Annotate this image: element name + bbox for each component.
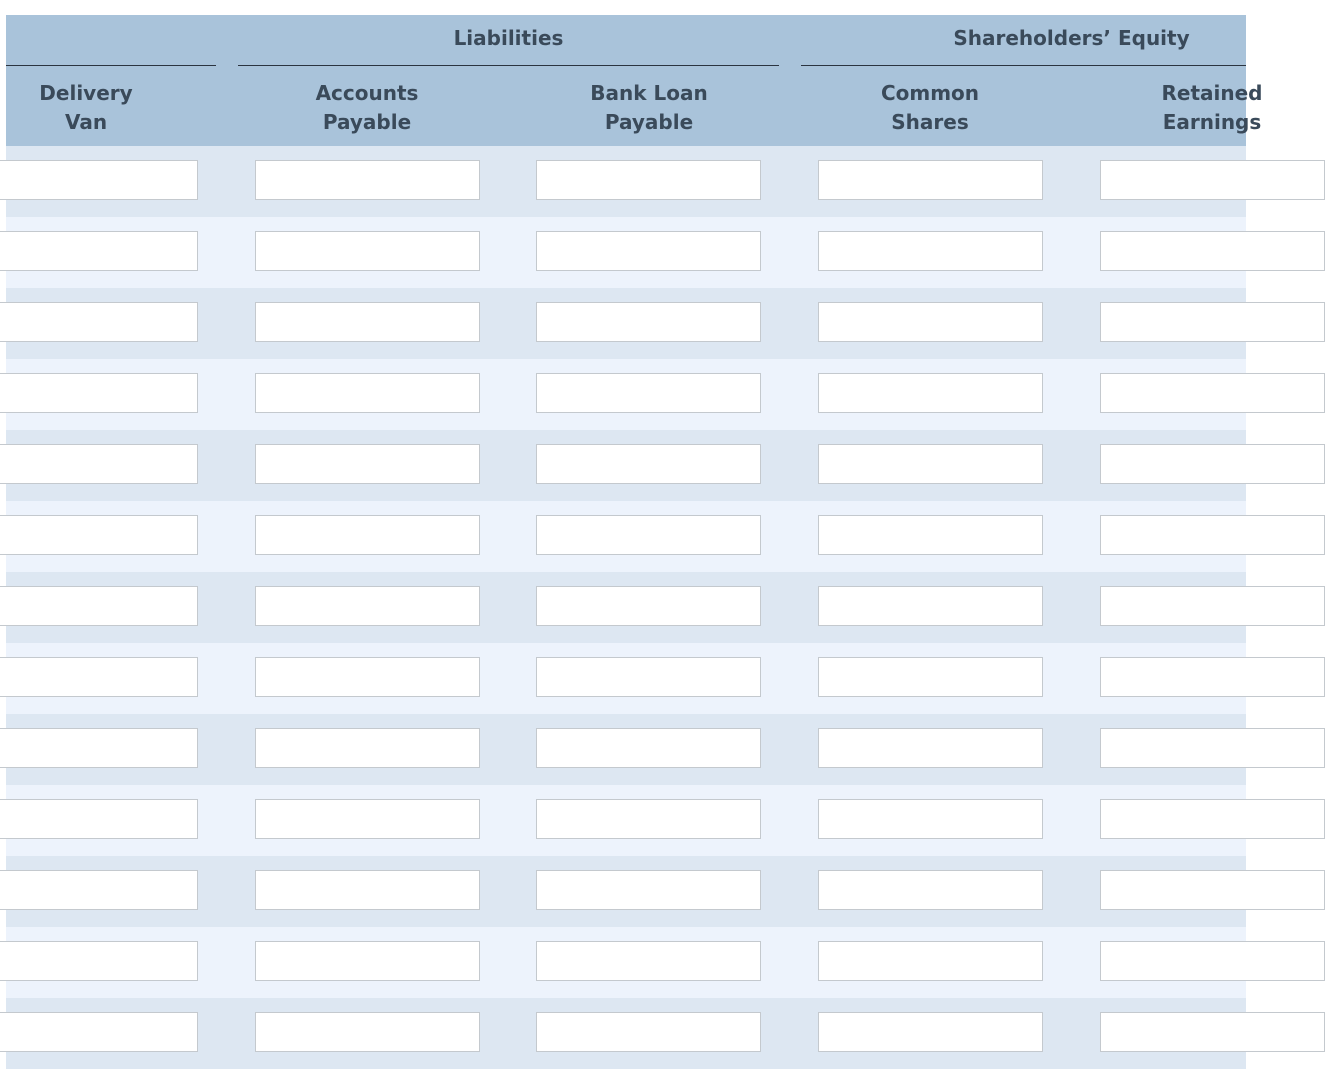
input-delivery-van[interactable] (0, 799, 198, 839)
input-delivery-van[interactable] (0, 231, 198, 271)
input-retained-earnings[interactable] (1100, 515, 1325, 555)
input-bank-loan-payable[interactable] (536, 657, 761, 697)
input-bank-loan-payable[interactable] (536, 515, 761, 555)
input-accounts-payable[interactable] (255, 586, 480, 626)
input-common-shares[interactable] (818, 941, 1043, 981)
input-retained-earnings[interactable] (1100, 799, 1325, 839)
input-common-shares[interactable] (818, 870, 1043, 910)
table-row (6, 501, 1246, 572)
group-label-equity: Shareholders’ Equity (953, 26, 1190, 50)
input-accounts-payable[interactable] (255, 657, 480, 697)
input-accounts-payable[interactable] (255, 870, 480, 910)
input-accounts-payable[interactable] (255, 941, 480, 981)
input-delivery-van[interactable] (0, 657, 198, 697)
column-header-line: Bank Loan (590, 81, 708, 105)
input-bank-loan-payable[interactable] (536, 1012, 761, 1052)
input-accounts-payable[interactable] (255, 728, 480, 768)
input-accounts-payable[interactable] (255, 373, 480, 413)
input-delivery-van[interactable] (0, 586, 198, 626)
input-bank-loan-payable[interactable] (536, 302, 761, 342)
input-retained-earnings[interactable] (1100, 870, 1325, 910)
input-common-shares[interactable] (818, 1012, 1043, 1052)
input-delivery-van[interactable] (0, 515, 198, 555)
input-bank-loan-payable[interactable] (536, 373, 761, 413)
input-common-shares[interactable] (818, 231, 1043, 271)
input-common-shares[interactable] (818, 302, 1043, 342)
input-delivery-van[interactable] (0, 302, 198, 342)
input-bank-loan-payable[interactable] (536, 160, 761, 200)
input-retained-earnings[interactable] (1100, 941, 1325, 981)
input-common-shares[interactable] (818, 515, 1043, 555)
table-row (6, 288, 1246, 359)
input-delivery-van[interactable] (0, 444, 198, 484)
input-accounts-payable[interactable] (255, 799, 480, 839)
input-retained-earnings[interactable] (1100, 728, 1325, 768)
input-bank-loan-payable[interactable] (536, 799, 761, 839)
table-row (6, 998, 1246, 1069)
input-retained-earnings[interactable] (1100, 444, 1325, 484)
table-row (6, 714, 1246, 785)
input-common-shares[interactable] (818, 799, 1043, 839)
table-row (6, 217, 1246, 288)
input-bank-loan-payable[interactable] (536, 728, 761, 768)
table-row (6, 856, 1246, 927)
column-header-delivery-van (0, 79, 196, 137)
input-delivery-van[interactable] (0, 870, 198, 910)
input-accounts-payable[interactable] (255, 444, 480, 484)
input-retained-earnings[interactable] (1100, 373, 1325, 413)
input-bank-loan-payable[interactable] (536, 586, 761, 626)
table-row (6, 359, 1246, 430)
input-common-shares[interactable] (818, 373, 1043, 413)
column-header-line: Common (880, 81, 980, 105)
column-header-line: Retained (1161, 81, 1263, 105)
group-header-row (6, 15, 1246, 66)
accounting-equation-table (6, 15, 1263, 1067)
table-row (6, 146, 1246, 217)
column-header-line: Payable (604, 110, 694, 134)
input-common-shares[interactable] (818, 160, 1043, 200)
input-accounts-payable[interactable] (255, 1012, 480, 1052)
group-label-liabilities: Liabilities (453, 26, 564, 50)
input-accounts-payable[interactable] (255, 302, 480, 342)
column-header-common-shares (820, 79, 1040, 137)
input-common-shares[interactable] (818, 657, 1043, 697)
input-retained-earnings[interactable] (1100, 302, 1325, 342)
input-common-shares[interactable] (818, 586, 1043, 626)
column-header-bank-loan-payable (539, 79, 759, 137)
input-bank-loan-payable[interactable] (536, 870, 761, 910)
input-delivery-van[interactable] (0, 1012, 198, 1052)
table-row (6, 572, 1246, 643)
input-bank-loan-payable[interactable] (536, 941, 761, 981)
table-row (6, 927, 1246, 998)
input-retained-earnings[interactable] (1100, 657, 1325, 697)
column-header-line: Van (64, 110, 108, 134)
input-common-shares[interactable] (818, 728, 1043, 768)
column-header-line: Earnings (1162, 110, 1262, 134)
input-retained-earnings[interactable] (1100, 231, 1325, 271)
input-retained-earnings[interactable] (1100, 160, 1325, 200)
column-header-line: Shares (891, 110, 969, 134)
table-row (6, 785, 1246, 856)
column-header-row (6, 66, 1263, 146)
column-header-line: Accounts (315, 81, 419, 105)
input-delivery-van[interactable] (0, 941, 198, 981)
input-bank-loan-payable[interactable] (536, 231, 761, 271)
table-row (6, 430, 1246, 501)
column-header-accounts-payable (257, 79, 477, 137)
input-accounts-payable[interactable] (255, 160, 480, 200)
column-header-line: Delivery (39, 81, 133, 105)
input-delivery-van[interactable] (0, 160, 198, 200)
input-accounts-payable[interactable] (255, 231, 480, 271)
input-retained-earnings[interactable] (1100, 586, 1325, 626)
column-header-line: Payable (322, 110, 412, 134)
input-retained-earnings[interactable] (1100, 1012, 1325, 1052)
table-row (6, 643, 1246, 714)
column-header-retained-earnings (1102, 79, 1322, 137)
input-common-shares[interactable] (818, 444, 1043, 484)
input-accounts-payable[interactable] (255, 515, 480, 555)
input-delivery-van[interactable] (0, 728, 198, 768)
input-bank-loan-payable[interactable] (536, 444, 761, 484)
input-delivery-van[interactable] (0, 373, 198, 413)
